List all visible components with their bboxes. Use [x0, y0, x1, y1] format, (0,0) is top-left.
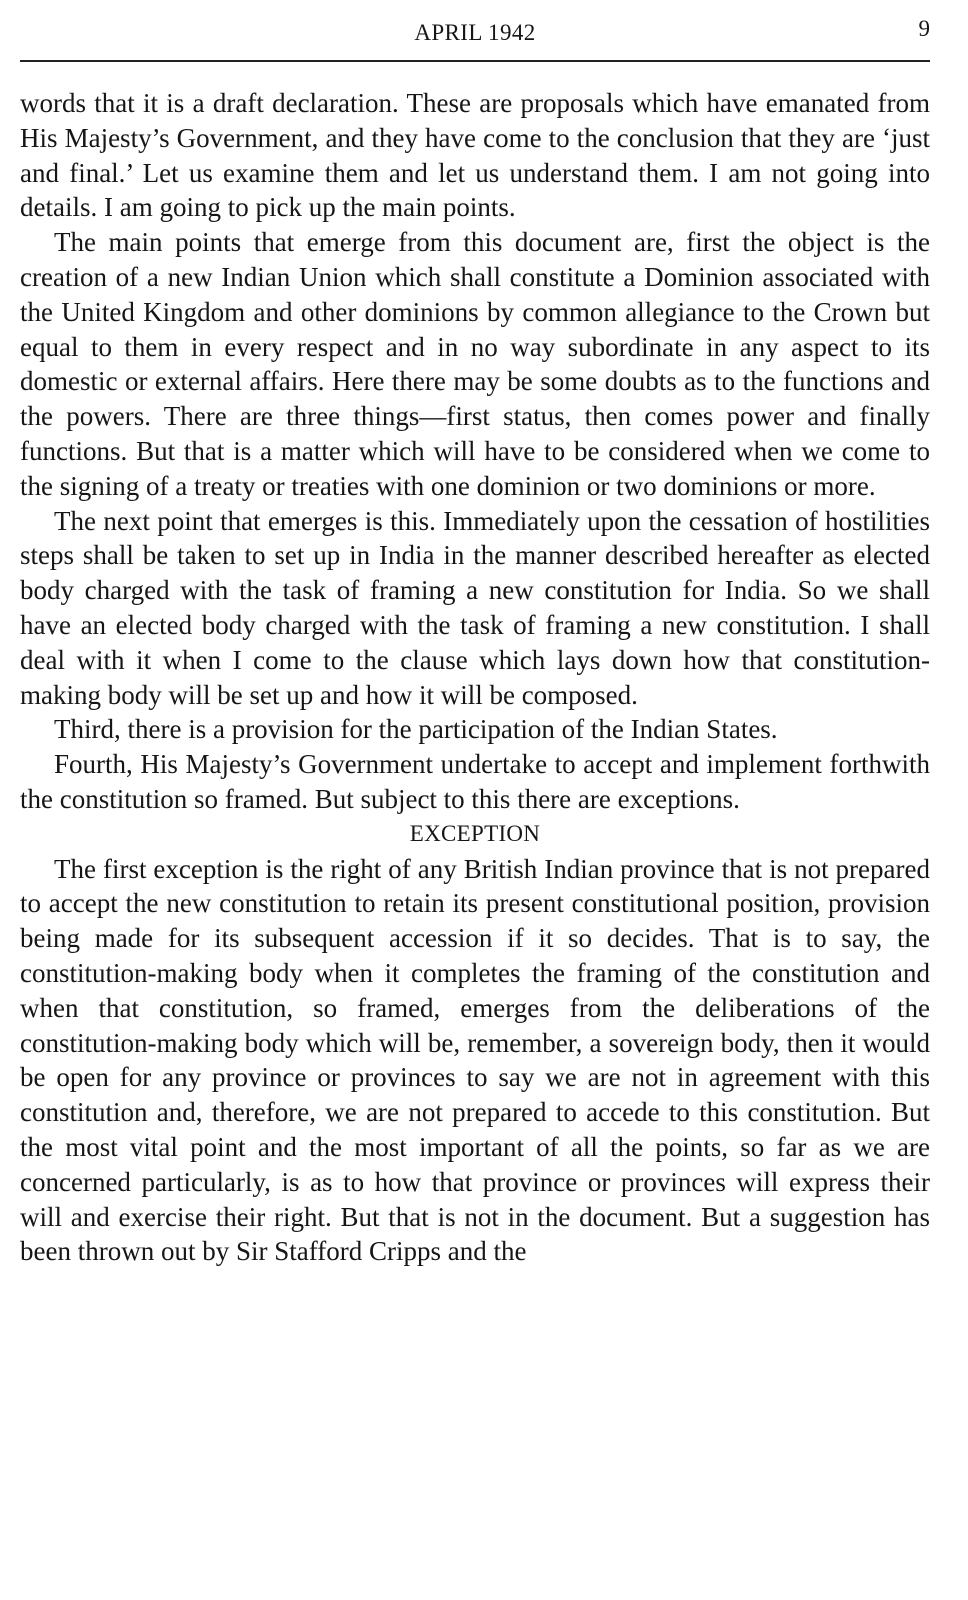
- paragraph-third-point: Third, there is a provision for the participation of the Indian States.: [54, 714, 778, 745]
- paragraph-next-point: The next point that emerges is this. Immediately upon the cessation of hostilities steps shall be taken to set up in India in the manner described hereafter as elected body charged with the task of framing a new constitution for India. So we shall have an elected body charged with the task of framing a new constitution. I shall deal with it when I come to the clause which lays down how that constitution-making body will be set up and how it will be composed.: [20, 505, 930, 710]
- header-rule: [20, 60, 930, 62]
- paragraph-first-exception: The first exception is the right of any British Indian province that is not prepared to accept the new constitution to retain its present constitutional position, provision being made for its subsequent accession if it so decides. That is to say, the constitution-making body when it completes the framing of the constitution and when that constitution, so framed, emerges from the deliberations of the constitution-making body which will be, remember, a sovereign body, then it would be open for any province or provinces to say we are not in agreement with this constitution and, therefore, we are not prepared to accede to this constitution. But the most vital point and the most important of all the points, so far as we are concerned particularly, is as to how that province or provinces will express their will and exercise their right. But that is not in the document. But a suggestion has been thrown out by Sir Stafford Cripps and the: [20, 853, 930, 1267]
- page-number: 9: [918, 16, 930, 41]
- page-body: [20, 86, 930, 1269]
- section-heading: EXCEPTION: [409, 820, 541, 846]
- running-header: [20, 0, 930, 64]
- paragraph-continuation: words that it is a draft declaration. These are proposals which have emanated from His Majesty’s Government, and they have come to the conclusion that they are ‘just and final.’ Let us examine them and let us understand them. I am not going into details. I am going to pick up the main points.: [20, 88, 930, 223]
- running-title: APRIL 1942: [414, 20, 536, 45]
- paragraph-fourth-point: Fourth, His Majesty’s Government undertake to accept and implement forthwith the constitution so framed. But subject to this there are exceptions.: [20, 749, 930, 814]
- paragraph-main-points: The main points that emerge from this document are, first the object is the creation of a new Indian Union which shall constitute a Dominion associated with the United Kingdom and other dominions by common allegiance to the Crown but equal to them in every respect and in no way subordinate in any aspect to its domestic or external affairs. Here there may be some doubts as to the functions and the powers. There are three things—first status, then comes power and finally functions. But that is a matter which will have to be considered when we come to the signing of a treaty or treaties with one dominion or two dominions or more.: [20, 227, 930, 501]
- book-page: [20, 0, 930, 1600]
